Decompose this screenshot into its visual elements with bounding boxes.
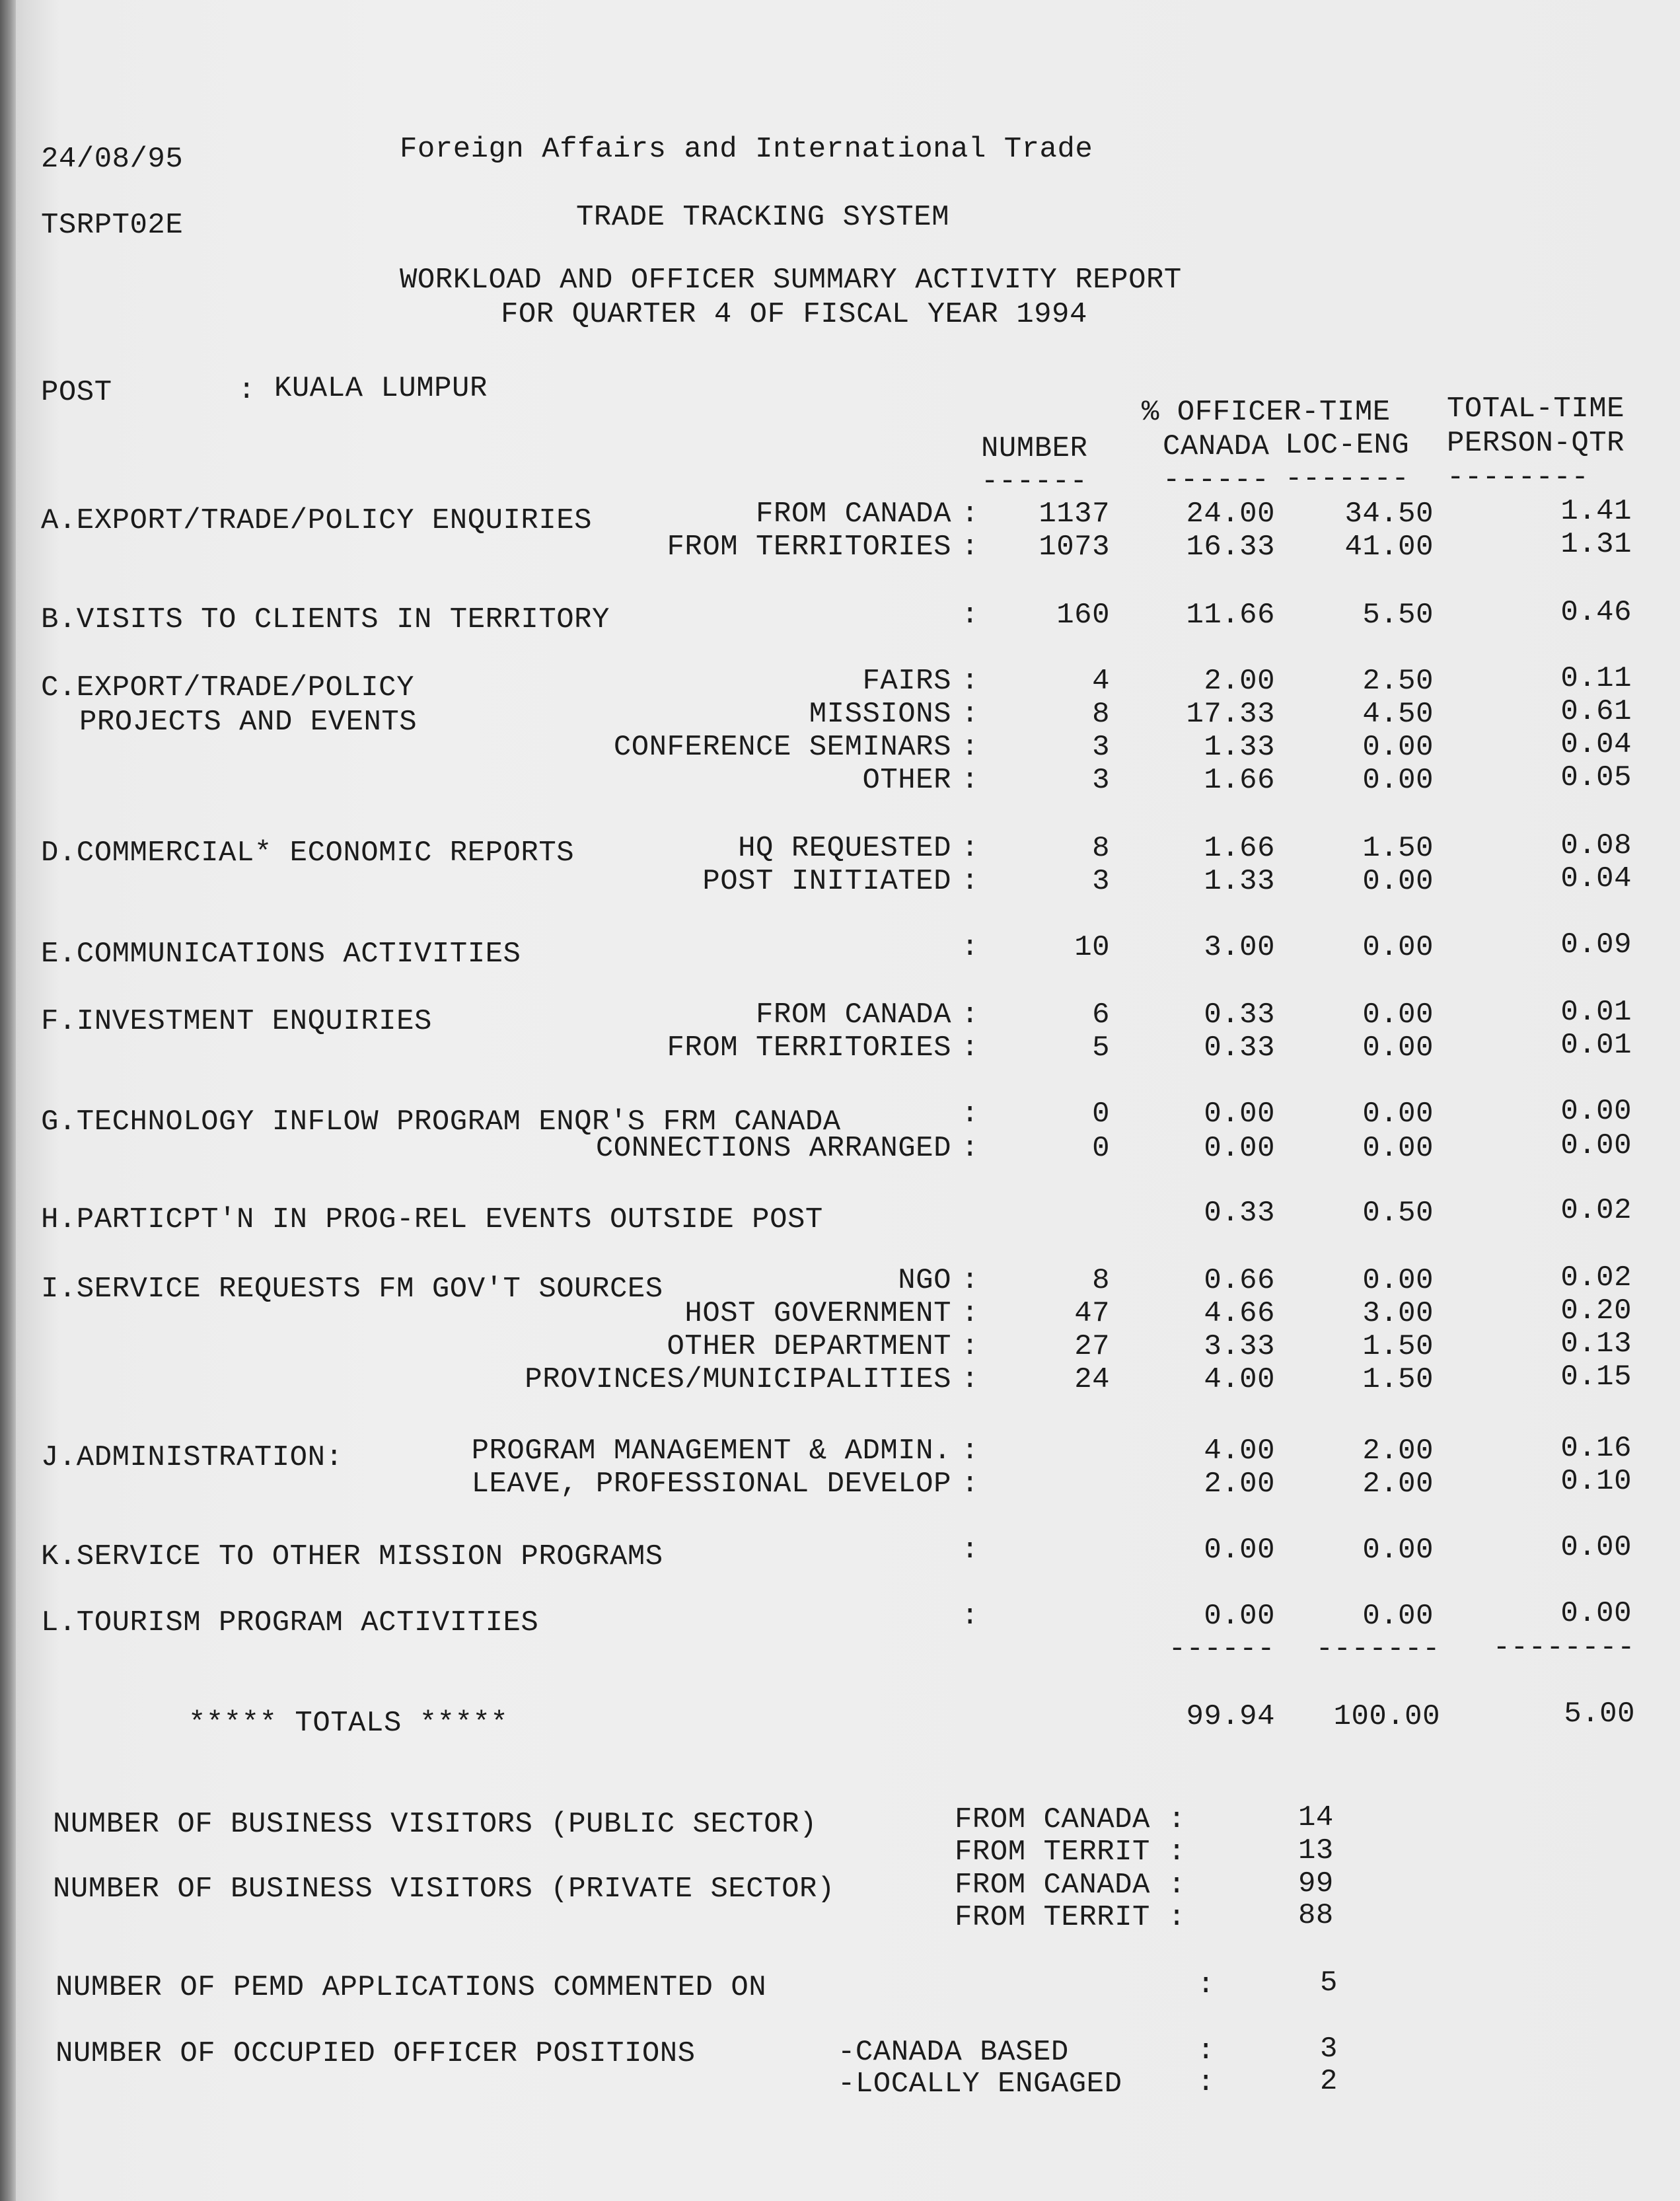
row-canada-pct: 0.00 (1204, 1534, 1275, 1567)
row-loc-eng-pct: 4.50 (1362, 698, 1434, 731)
row-sub-label: PROGRAM MANAGEMENT & ADMIN. (471, 1435, 951, 1468)
row-loc-eng-pct: 0.00 (1362, 1098, 1434, 1131)
row-canada-pct: 0.66 (1204, 1264, 1275, 1297)
row-canada-pct: 1.33 (1204, 731, 1275, 764)
row-number: 8 (1092, 1264, 1110, 1297)
row-number: 3 (1092, 764, 1110, 797)
row-canada-pct: 3.33 (1204, 1330, 1275, 1363)
column-number: NUMBER (981, 432, 1088, 465)
row-person-qtr: 0.04 (1560, 862, 1632, 895)
pemd-separator: : (1197, 1968, 1215, 2001)
report-code: TSRPT02E (41, 209, 184, 242)
row-separator: : (961, 698, 979, 731)
pemd-label: NUMBER OF PEMD APPLICATIONS COMMENTED ON (55, 1971, 767, 2004)
row-person-qtr: 0.08 (1560, 829, 1632, 862)
canada-based-label: -CANADA BASED (838, 2036, 1069, 2069)
row-separator: : (961, 1600, 979, 1633)
row-person-qtr: 0.01 (1560, 1029, 1632, 1062)
row-loc-eng-pct: 1.50 (1362, 1363, 1434, 1396)
row-sub-label: FROM TERRITORIES (667, 531, 951, 564)
column-rule-canada: ------ (1163, 464, 1270, 497)
row-person-qtr: 0.10 (1560, 1465, 1632, 1498)
row-loc-eng-pct: 1.50 (1362, 832, 1434, 865)
row-sub-label: FROM CANADA (756, 498, 951, 531)
row-separator: : (961, 764, 979, 797)
row-number: 27 (1074, 1330, 1110, 1363)
row-sub-label: LEAVE, PROFESSIONAL DEVELOP (471, 1468, 951, 1501)
row-person-qtr: 0.00 (1560, 1531, 1632, 1564)
post-label: POST (41, 376, 112, 409)
row-person-qtr: 0.00 (1560, 1129, 1632, 1162)
row-person-qtr: 0.46 (1560, 596, 1632, 629)
section-title-e: E.COMMUNICATIONS ACTIVITIES (41, 938, 521, 971)
row-number: 6 (1092, 998, 1110, 1031)
row-canada-pct: 0.00 (1204, 1132, 1275, 1165)
row-separator: : (961, 998, 979, 1031)
totals-person-qtr: 5.00 (1564, 1697, 1635, 1731)
row-separator: : (961, 1435, 979, 1468)
section-title-k: K.SERVICE TO OTHER MISSION PROGRAMS (41, 1540, 663, 1573)
row-separator: : (961, 498, 979, 531)
locally-engaged-label: -LOCALLY ENGAGED (838, 2068, 1122, 2101)
canada-based-separator: : (1197, 2034, 1215, 2068)
row-loc-eng-pct: 0.00 (1362, 1264, 1434, 1297)
row-person-qtr: 0.00 (1560, 1597, 1632, 1630)
row-separator: : (961, 1297, 979, 1330)
row-person-qtr: 0.09 (1560, 928, 1632, 961)
row-person-qtr: 0.16 (1560, 1432, 1632, 1465)
canada-based-value: 3 (1320, 2033, 1338, 2066)
row-person-qtr: 0.05 (1560, 761, 1632, 794)
row-number: 8 (1092, 832, 1110, 865)
row-loc-eng-pct: 2.00 (1362, 1435, 1434, 1468)
section-title-b: B.VISITS TO CLIENTS IN TERRITORY (41, 603, 610, 636)
row-sub-label: MISSIONS (809, 698, 951, 731)
row-loc-eng-pct: 34.50 (1344, 498, 1434, 531)
department-name: Foreign Affairs and International Trade (400, 133, 1093, 166)
row-canada-pct: 1.33 (1204, 865, 1275, 898)
row-sub-label: POST INITIATED (702, 865, 951, 898)
column-rule-person-qtr: -------- (1447, 461, 1589, 494)
row-separator: : (961, 599, 979, 632)
row-sub-label: FROM CANADA (756, 998, 951, 1031)
section-title-f: F.INVESTMENT ENQUIRIES (41, 1005, 432, 1038)
section-title-d: D.COMMERCIAL* ECONOMIC REPORTS (41, 837, 575, 870)
row-canada-pct: 4.00 (1204, 1435, 1275, 1468)
section-title-c: C.EXPORT/TRADE/POLICY (41, 671, 414, 704)
row-person-qtr: 0.04 (1560, 728, 1632, 761)
totals-label: ***** TOTALS ***** (188, 1707, 509, 1740)
row-sub-label: CONFERENCE SEMINARS (613, 731, 951, 764)
section-title-a: A.EXPORT/TRADE/POLICY ENQUIRIES (41, 504, 593, 537)
public-from-canada-label: FROM CANADA : (955, 1803, 1186, 1836)
row-sub-label: CONNECTIONS ARRANGED (595, 1132, 951, 1165)
row-canada-pct: 1.66 (1204, 764, 1275, 797)
row-person-qtr: 0.00 (1560, 1095, 1632, 1128)
row-canada-pct: 0.00 (1204, 1600, 1275, 1633)
row-canada-pct: 2.00 (1204, 1468, 1275, 1501)
row-separator: : (961, 865, 979, 898)
row-loc-eng-pct: 0.00 (1362, 1534, 1434, 1567)
row-loc-eng-pct: 2.00 (1362, 1468, 1434, 1501)
row-canada-pct: 3.00 (1204, 931, 1275, 964)
row-number: 8 (1092, 698, 1110, 731)
row-separator: : (961, 1534, 979, 1567)
public-from-territ-label: FROM TERRIT : (955, 1836, 1186, 1869)
row-canada-pct: 1.66 (1204, 832, 1275, 865)
row-separator: : (961, 1098, 979, 1131)
row-canada-pct: 17.33 (1186, 698, 1275, 731)
row-separator: : (961, 1031, 979, 1064)
row-number: 0 (1092, 1132, 1110, 1165)
officer-positions-label: NUMBER OF OCCUPIED OFFICER POSITIONS (55, 2037, 696, 2070)
column-rule-number: ------ (981, 465, 1088, 498)
private-from-territ-label: FROM TERRIT : (955, 1901, 1186, 1934)
row-number: 3 (1092, 731, 1110, 764)
public-from-territ-value: 13 (1298, 1834, 1334, 1867)
private-from-canada-label: FROM CANADA : (955, 1869, 1186, 1902)
report-period: FOR QUARTER 4 OF FISCAL YEAR 1994 (501, 298, 1087, 331)
row-sub-label: NGO (898, 1264, 951, 1297)
column-loc-eng: LOC-ENG (1285, 429, 1410, 462)
row-number: 47 (1074, 1297, 1110, 1330)
row-sub-label: OTHER (862, 764, 951, 797)
row-number: 3 (1092, 865, 1110, 898)
row-canada-pct: 4.66 (1204, 1297, 1275, 1330)
row-sub-label: FROM TERRITORIES (667, 1031, 951, 1064)
totals-rule-person-qtr: -------- (1492, 1631, 1635, 1664)
private-from-canada-value: 99 (1298, 1867, 1334, 1900)
row-canada-pct: 2.00 (1204, 665, 1275, 698)
page-binding-edge (0, 0, 16, 2201)
row-sub-label: PROVINCES/MUNICIPALITIES (525, 1363, 951, 1396)
column-canada: CANADA (1163, 430, 1270, 463)
report-title: WORKLOAD AND OFFICER SUMMARY ACTIVITY REPORT (400, 264, 1182, 297)
row-separator: : (961, 531, 979, 564)
row-separator: : (961, 1264, 979, 1297)
row-person-qtr: 0.02 (1560, 1261, 1632, 1294)
row-person-qtr: 0.02 (1560, 1194, 1632, 1227)
row-number: 4 (1092, 665, 1110, 698)
totals-rule-canada: ------ (1168, 1633, 1275, 1666)
section-title-i: I.SERVICE REQUESTS FM GOV'T SOURCES (41, 1273, 663, 1306)
row-sub-label: OTHER DEPARTMENT (667, 1330, 951, 1363)
row-loc-eng-pct: 5.50 (1362, 599, 1434, 632)
row-person-qtr: 0.15 (1560, 1361, 1632, 1394)
public-visitors-label: NUMBER OF BUSINESS VISITORS (PUBLIC SECTOR) (53, 1808, 817, 1841)
row-person-qtr: 0.61 (1560, 695, 1632, 728)
row-loc-eng-pct: 0.00 (1362, 1600, 1434, 1633)
row-loc-eng-pct: 0.00 (1362, 998, 1434, 1031)
row-separator: : (961, 832, 979, 865)
column-officer-time-group: % OFFICER-TIME (1142, 396, 1391, 429)
row-separator: : (961, 665, 979, 698)
row-loc-eng-pct: 41.00 (1344, 531, 1434, 564)
section-title-l: L.TOURISM PROGRAM ACTIVITIES (41, 1606, 539, 1639)
row-loc-eng-pct: 2.50 (1362, 665, 1434, 698)
row-person-qtr: 0.11 (1560, 662, 1632, 695)
row-loc-eng-pct: 3.00 (1362, 1297, 1434, 1330)
row-loc-eng-pct: 0.00 (1362, 1132, 1434, 1165)
row-separator: : (961, 1330, 979, 1363)
row-canada-pct: 0.33 (1204, 998, 1275, 1031)
row-person-qtr: 0.20 (1560, 1294, 1632, 1327)
row-person-qtr: 1.31 (1560, 528, 1632, 561)
row-canada-pct: 16.33 (1186, 531, 1275, 564)
row-number: 160 (1056, 599, 1110, 632)
row-loc-eng-pct: 0.00 (1362, 1031, 1434, 1064)
row-sub-label: HOST GOVERNMENT (684, 1297, 951, 1330)
row-loc-eng-pct: 0.00 (1362, 764, 1434, 797)
row-canada-pct: 0.00 (1204, 1098, 1275, 1131)
row-number: 5 (1092, 1031, 1110, 1064)
row-number: 10 (1074, 931, 1110, 964)
totals-rule-loc-eng: ------- (1315, 1633, 1440, 1666)
section-title-h: H.PARTICPT'N IN PROG-REL EVENTS OUTSIDE POST (41, 1203, 823, 1236)
totals-loc-eng: 100.00 (1333, 1700, 1440, 1733)
row-canada-pct: 24.00 (1186, 498, 1275, 531)
row-person-qtr: 0.13 (1560, 1327, 1632, 1361)
row-separator: : (961, 731, 979, 764)
column-rule-loc-eng: ------- (1285, 463, 1410, 496)
row-number: 0 (1092, 1098, 1110, 1131)
private-visitors-label: NUMBER OF BUSINESS VISITORS (PRIVATE SECTOR) (53, 1873, 835, 1906)
post-value: KUALA LUMPUR (274, 372, 488, 405)
column-person-qtr: PERSON-QTR (1447, 427, 1625, 460)
row-number: 24 (1074, 1363, 1110, 1396)
row-loc-eng-pct: 1.50 (1362, 1330, 1434, 1363)
column-total-time-group: TOTAL-TIME (1447, 392, 1625, 426)
row-separator: : (961, 1363, 979, 1396)
row-separator: : (961, 1468, 979, 1501)
private-from-territ-value: 88 (1298, 1899, 1334, 1932)
report-date: 24/08/95 (41, 143, 184, 176)
row-number: 1137 (1039, 498, 1110, 531)
row-canada-pct: 0.33 (1204, 1197, 1275, 1230)
locally-engaged-separator: : (1197, 2066, 1215, 2099)
section-title-j: J.ADMINISTRATION: (41, 1441, 344, 1474)
section-title-c-cont: PROJECTS AND EVENTS (79, 706, 418, 739)
row-sub-label: HQ REQUESTED (738, 832, 951, 865)
pemd-value: 5 (1320, 1966, 1338, 1999)
row-loc-eng-pct: 0.00 (1362, 931, 1434, 964)
row-sub-label: FAIRS (862, 665, 951, 698)
row-person-qtr: 1.41 (1560, 495, 1632, 528)
section-title-g: G.TECHNOLOGY INFLOW PROGRAM ENQR'S FRM CANADA (41, 1105, 841, 1138)
system-name: TRADE TRACKING SYSTEM (576, 201, 949, 234)
locally-engaged-value: 2 (1320, 2065, 1338, 2098)
row-separator: : (961, 931, 979, 964)
row-separator: : (961, 1132, 979, 1165)
totals-canada: 99.94 (1186, 1700, 1275, 1733)
row-loc-eng-pct: 0.50 (1362, 1197, 1434, 1230)
post-separator: : (238, 374, 256, 407)
row-number: 1073 (1039, 531, 1110, 564)
public-from-canada-value: 14 (1298, 1801, 1334, 1834)
row-canada-pct: 0.33 (1204, 1031, 1275, 1064)
row-loc-eng-pct: 0.00 (1362, 731, 1434, 764)
row-canada-pct: 4.00 (1204, 1363, 1275, 1396)
row-loc-eng-pct: 0.00 (1362, 865, 1434, 898)
row-canada-pct: 11.66 (1186, 599, 1275, 632)
row-person-qtr: 0.01 (1560, 996, 1632, 1029)
